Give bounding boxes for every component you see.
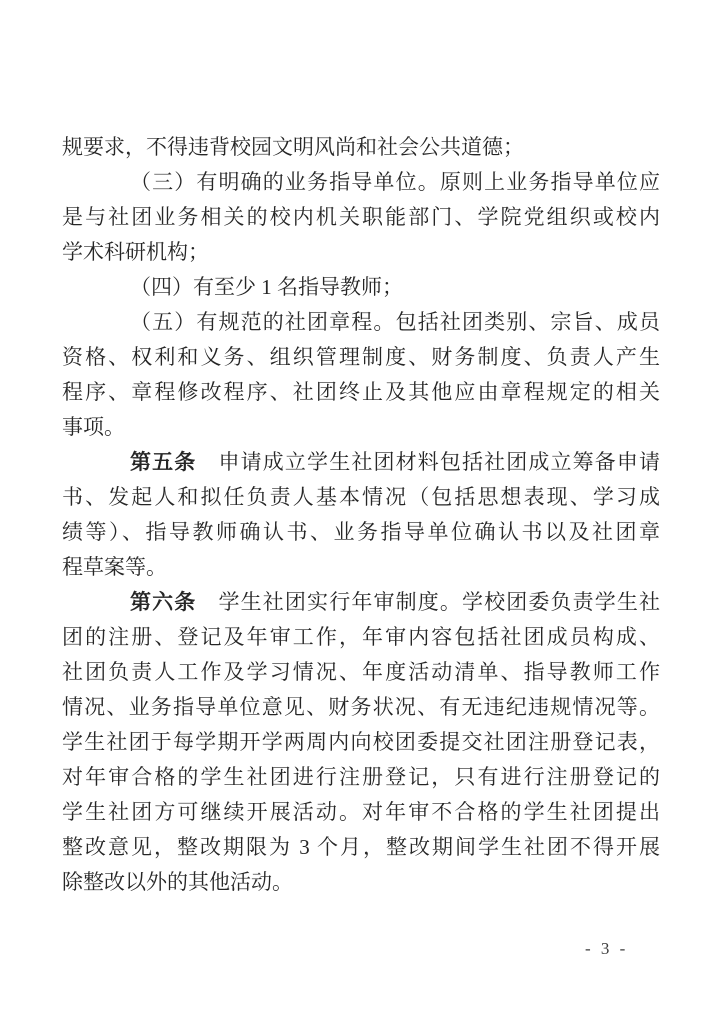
document-body [62, 130, 660, 900]
article-6-text: 学生社团实行年审制度。学校团委负责学生社 [196, 590, 661, 614]
text-line: （四）有至少 1 名指导教师； [130, 275, 403, 299]
text-line: 社团负责人工作及学习情况、年度活动清单、指导教师工作 [62, 660, 660, 684]
text-line: 除整改以外的其他活动。 [62, 870, 293, 894]
article-6-heading: 第六条 [130, 590, 197, 614]
text-line: 程草案等。 [62, 555, 167, 579]
text-line: 是与社团业务相关的校内机关职能部门、学院党组织或校内 [62, 205, 660, 229]
text-line: 规要求，不得违背校园文明风尚和社会公共道德； [62, 135, 524, 159]
text-line: 对年审合格的学生社团进行注册登记，只有进行注册登记的 [62, 765, 660, 789]
text-line: 团的注册、登记及年审工作，年审内容包括社团成员构成、 [62, 625, 660, 649]
text-line-article-5 [62, 445, 660, 480]
text-line: 绩等）、指导教师确认书、业务指导单位确认书以及社团章 [62, 520, 660, 544]
text-line-article-6 [62, 585, 660, 620]
text-line: 情况、业务指导单位意见、财务状况、有无违纪违规情况等。 [62, 695, 660, 719]
text-line: （五）有规范的社团章程。包括社团类别、宗旨、成员 [130, 310, 660, 334]
article-5-heading: 第五条 [130, 450, 197, 474]
text-line: 事项。 [62, 415, 125, 439]
text-line: 学术科研机构； [62, 240, 209, 264]
page-number: - 3 - [585, 939, 629, 958]
text-line: （三）有明确的业务指导单位。原则上业务指导单位应 [130, 170, 660, 194]
text-line: 学生社团于每学期开学两周内向校团委提交社团注册登记表， [62, 730, 660, 754]
text-line: 整改意见，整改期限为 3 个月，整改期间学生社团不得开展 [62, 835, 660, 859]
article-5-text: 申请成立学生社团材料包括社团成立筹备申请 [196, 450, 661, 474]
text-line: 资格、权利和义务、组织管理制度、财务制度、负责人产生 [62, 345, 660, 369]
text-line: 程序、章程修改程序、社团终止及其他应由章程规定的相关 [62, 380, 660, 404]
text-line: 学生社团方可继续开展活动。对年审不合格的学生社团提出 [62, 800, 660, 824]
text-line: 书、发起人和拟任负责人基本情况（包括思想表现、学习成 [62, 485, 660, 509]
